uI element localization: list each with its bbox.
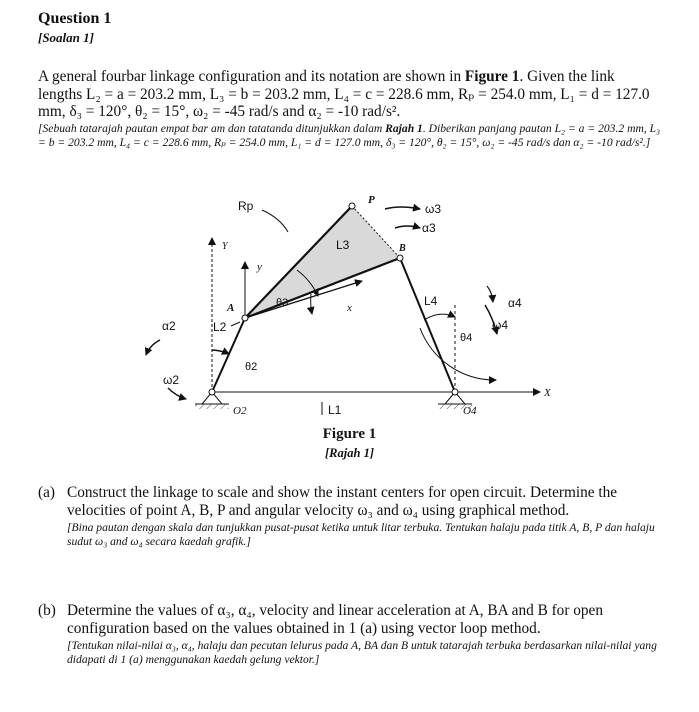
intro-paragraph-english [38, 68, 662, 121]
intro-figure-ref: Figure 1 [464, 68, 520, 85]
intro-my-text-1: [Sebuah tatarajah pautan empat bar am dan tatatanda ditunjukkan dalam [38, 122, 386, 135]
rp-leader [262, 210, 288, 232]
intro-paragraph-malay [38, 122, 662, 149]
intro-my-text-2: . Diberikan panjang pautan L₂ = a = 203.2 mm, L₃ = b = 203.2 mm, L₄ = c = 228.6 mm, Rₚ = 254.0 mm, L₁ = d = 127.0 mm, δ₃ = 120°, θ₂ = 15°, ω₂ = -45 rad/s dan α₂ = -10 rad/s².] [38, 122, 661, 149]
omega3-arrow [385, 207, 420, 209]
alpha3-arrow [395, 226, 420, 228]
label-theta4: θ4 [460, 332, 473, 344]
intro-text-2: . Given the link lengths L₂ = a = 203.2 mm, L₃ = b = 203.2 mm, L₄ = c = 228.6 mm, Rₚ = 254.0 mm, L₁ = d = 127.0 mm, δ₃ = 120°, θ₂ = 15°, ω₂ = -45 rad/s and α₂ = -10 rad/s². [38, 68, 650, 120]
theta4-arc [424, 314, 455, 320]
label-l2: L2 [213, 320, 227, 334]
coupler-shading [245, 206, 400, 318]
part-b-malay: [Tentukan nilai-nilai α₃, α₄, halaju dan pecutan lelurus pada A, BA dan B untuk tatarajah terbuka berdasarkan nilai-nilai yang didapati di 1 (a) menggunakan kaedah gelung vektor.] [67, 639, 657, 666]
label-theta2: θ2 [245, 361, 258, 373]
part-b [38, 602, 678, 667]
l2-leader [231, 322, 240, 326]
label-l4: L4 [424, 294, 438, 308]
intro-my-figure-ref: Rajah 1 [385, 122, 423, 135]
part-b-body [67, 602, 662, 667]
pin-p [349, 203, 355, 209]
label-omega2: ω2 [163, 373, 180, 387]
label-a: A [227, 302, 235, 314]
label-x-local: x [347, 302, 352, 314]
label-alpha2: α2 [162, 319, 176, 333]
label-alpha4: α4 [508, 296, 522, 310]
label-omega4: ω4 [492, 318, 509, 332]
label-y-local: y [257, 261, 262, 273]
question-title-malay: [Soalan 1] [38, 30, 94, 45]
label-rp: Rp [238, 199, 254, 213]
link-4 [400, 258, 455, 392]
pin-b [397, 255, 403, 261]
intro-text-1: A general fourbar linkage configuration and its notation are shown in [38, 68, 465, 85]
label-l3: L3 [336, 238, 350, 252]
label-o4: O4 [463, 405, 477, 417]
part-b-label: (b) [38, 602, 56, 619]
pin-a [242, 315, 248, 321]
label-l1: L1 [328, 403, 342, 417]
figure-caption: Figure 1 [322, 426, 377, 442]
omega2-arrow [168, 388, 186, 399]
fourbar-linkage-figure [125, 185, 565, 425]
label-omega3: ω3 [425, 202, 442, 216]
question-title: Question 1 [38, 10, 112, 27]
label-p: P [368, 194, 375, 206]
theta2-arc [212, 350, 229, 354]
label-theta3: θ3 [276, 297, 289, 309]
part-a [38, 484, 678, 549]
label-y-axis: Y [222, 241, 228, 252]
label-x-axis: X [544, 387, 551, 399]
alpha4-arrow [487, 286, 493, 302]
part-a-body [67, 484, 662, 549]
alpha2-arrow [146, 340, 160, 355]
part-b-english: Determine the values of α₃, α₄, velocity and linear acceleration at A, BA and B for open configuration based on the values obtained in 1 (a) using vector loop method. [67, 602, 603, 637]
label-o2: O2 [233, 405, 247, 417]
label-alpha3: α3 [422, 221, 436, 235]
figure-caption-malay: [Rajah 1] [325, 446, 374, 460]
part-a-english: Construct the linkage to scale and show the instant centers for open circuit. Determine the velocities of point A, B, P and angular velocity ω₃ and ω₄ using graphical method. [67, 484, 618, 519]
part-a-label: (a) [38, 484, 55, 501]
part-a-malay: [Bina pautan dengan skala dan tunjukkan pusat-pusat ketika untuk litar terbuka. Tentukan halaju pada titik A, B, P dan halaju sudut ω₃ and ω₄ secara kaedah grafik.] [67, 521, 655, 548]
label-b: B [399, 243, 406, 254]
